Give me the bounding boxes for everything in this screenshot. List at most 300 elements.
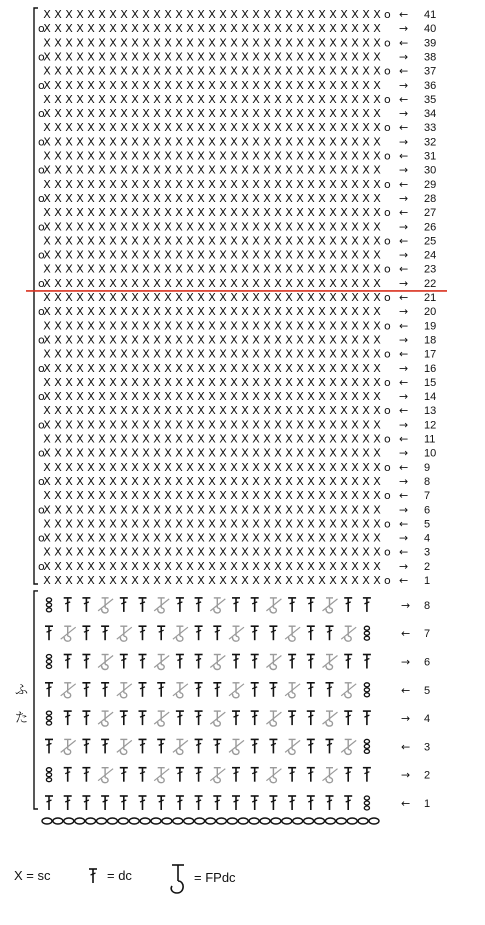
sc-stitch: X [153, 404, 161, 418]
sc-stitch: X [54, 50, 62, 64]
sc-stitch: X [54, 206, 62, 220]
chain-mark: o [384, 375, 391, 389]
sc-stitch: X [87, 291, 95, 304]
sc-stitch: X [274, 36, 282, 50]
sc-stitch: X [120, 559, 128, 573]
sc-stitch: X [340, 291, 348, 304]
dc-stitch [363, 598, 371, 612]
sc-stitch: X [296, 574, 304, 587]
sc-stitch: X [208, 191, 216, 205]
sc-stitch: X [373, 234, 381, 248]
sc-stitch: X [208, 432, 216, 446]
chain-stitch [238, 818, 248, 824]
sc-stitch: X [87, 248, 95, 262]
sc-stitch: X [43, 291, 51, 304]
dc-stitch [120, 711, 128, 725]
sc-stitch: X [131, 78, 139, 92]
sc-stitch: X [318, 404, 326, 418]
sc-stitch: X [186, 489, 194, 503]
dc-stitch [101, 739, 109, 753]
sc-stitch: X [43, 135, 51, 149]
body-row [43, 65, 391, 78]
sc-stitch: X [197, 375, 205, 389]
sc-stitch: X [87, 347, 95, 361]
sc-stitch: X [186, 8, 194, 21]
sc-stitch: X [43, 107, 51, 121]
left-arrow-icon: ← [399, 92, 409, 106]
sc-stitch: X [307, 149, 315, 163]
sc-stitch: X [175, 361, 183, 375]
row-number: 3 [424, 741, 431, 754]
sc-stitch: X [120, 418, 128, 432]
chain-stitch [315, 818, 325, 824]
sc-stitch: X [351, 574, 359, 587]
sc-stitch: X [109, 333, 117, 347]
body-row [38, 560, 381, 573]
sc-stitch: X [65, 390, 73, 404]
sc-stitch: X [142, 503, 150, 517]
sc-stitch: X [285, 135, 293, 149]
sc-stitch: X [197, 191, 205, 205]
sc-stitch: X [307, 531, 315, 545]
sc-stitch: X [164, 220, 172, 234]
sc-stitch: X [164, 163, 172, 177]
sc-stitch: X [285, 305, 293, 319]
sc-stitch: X [351, 78, 359, 92]
chain-mark: o [384, 234, 391, 248]
sc-stitch: X [252, 64, 260, 78]
sc-stitch: X [241, 107, 249, 121]
sc-stitch: X [153, 191, 161, 205]
sc-stitch: X [87, 64, 95, 78]
chain-stitch [184, 818, 194, 824]
sc-stitch: X [329, 305, 337, 319]
dc-stitch [251, 768, 259, 782]
sc-stitch: X [230, 517, 238, 531]
row-number: 2 [424, 560, 431, 573]
sc-stitch: X [362, 574, 370, 587]
sc-stitch: X [43, 248, 51, 262]
sc-stitch: X [296, 22, 304, 36]
sc-stitch: X [219, 503, 227, 517]
sc-stitch: X [98, 347, 106, 361]
sc-stitch: X [76, 319, 84, 333]
sc-stitch: X [54, 545, 62, 559]
sc-stitch: X [230, 333, 238, 347]
sc-stitch: X [307, 248, 315, 262]
sc-stitch: X [373, 517, 381, 531]
sc-stitch: X [197, 503, 205, 517]
sc-stitch: X [208, 36, 216, 50]
sc-stitch: X [340, 432, 348, 446]
row-number: 27 [424, 207, 437, 220]
sc-stitch: X [307, 347, 315, 361]
sc-stitch: X [274, 305, 282, 319]
sc-stitch: X [219, 177, 227, 191]
sc-stitch: X [54, 121, 62, 135]
sc-stitch: X [208, 107, 216, 121]
sc-stitch: X [65, 503, 73, 517]
sc-stitch: X [164, 545, 172, 559]
sc-stitch: X [197, 36, 205, 50]
sc-stitch: X [43, 531, 51, 545]
sc-stitch: X [340, 163, 348, 177]
sc-stitch: X [219, 8, 227, 21]
sc-stitch: X [285, 460, 293, 474]
sc-stitch: X [76, 262, 84, 276]
sc-stitch: X [241, 92, 249, 106]
sc-stitch: X [87, 531, 95, 545]
sc-stitch: X [373, 220, 381, 234]
sc-stitch: X [373, 545, 381, 559]
sc-stitch: X [164, 361, 172, 375]
sc-stitch: X [164, 206, 172, 220]
left-arrow-icon: ← [399, 121, 409, 135]
sc-stitch: X [164, 305, 172, 319]
sc-stitch: X [87, 234, 95, 248]
sc-stitch: X [351, 559, 359, 573]
sc-stitch: X [54, 361, 62, 375]
sc-stitch: X [230, 418, 238, 432]
dc-stitch [326, 739, 334, 753]
sc-stitch: X [263, 92, 271, 106]
sc-stitch: X [65, 446, 73, 460]
sc-stitch: X [373, 163, 381, 177]
sc-stitch: X [340, 333, 348, 347]
sc-stitch: X [252, 262, 260, 276]
chain-mark: o [384, 121, 391, 135]
sc-stitch: X [252, 121, 260, 135]
body-row [43, 36, 391, 49]
sc-stitch: X [296, 92, 304, 106]
sc-stitch: X [318, 545, 326, 559]
sc-stitch: X [351, 446, 359, 460]
sc-stitch: X [186, 291, 194, 304]
sc-stitch: X [65, 177, 73, 191]
sc-stitch: X [43, 64, 51, 78]
sc-stitch: X [263, 78, 271, 92]
sc-stitch: X [131, 177, 139, 191]
sc-stitch: X [340, 191, 348, 205]
sc-stitch: X [285, 574, 293, 587]
sc-stitch: X [164, 559, 172, 573]
sc-stitch: X [351, 177, 359, 191]
sc-stitch: X [142, 489, 150, 503]
dc-stitch [195, 739, 203, 753]
sc-stitch: X [197, 531, 205, 545]
sc-stitch: X [54, 64, 62, 78]
sc-stitch: X [98, 460, 106, 474]
sc-stitch: X [351, 432, 359, 446]
sc-stitch: X [65, 248, 73, 262]
sc-stitch: X [43, 390, 51, 404]
sc-stitch: X [186, 517, 194, 531]
sc-stitch: X [351, 333, 359, 347]
sc-stitch: X [329, 50, 337, 64]
dc-stitch [139, 768, 147, 782]
chain-mark: o [384, 347, 391, 361]
dc-stitch [139, 598, 147, 612]
sc-stitch: X [87, 319, 95, 333]
body-row [38, 249, 381, 262]
sc-stitch: X [351, 220, 359, 234]
sc-stitch: X [76, 107, 84, 121]
row-number: 36 [424, 79, 437, 92]
sc-stitch: X [252, 305, 260, 319]
row-number: 17 [424, 348, 437, 361]
row-number: 1 [424, 798, 431, 810]
sc-stitch: X [87, 36, 95, 50]
sc-stitch: X [109, 50, 117, 64]
sc-stitch: X [274, 191, 282, 205]
sc-stitch: X [373, 262, 381, 276]
sc-stitch: X [153, 206, 161, 220]
lid-label-char: た [15, 711, 29, 726]
sc-stitch: X [65, 206, 73, 220]
sc-stitch: X [142, 262, 150, 276]
sc-stitch: X [98, 50, 106, 64]
left-arrow-icon: ← [401, 740, 411, 754]
sc-stitch: X [219, 50, 227, 64]
row-number: 7 [424, 628, 431, 641]
sc-stitch: X [142, 121, 150, 135]
sc-stitch: X [43, 559, 51, 573]
row-number: 25 [424, 235, 437, 248]
sc-stitch: X [362, 135, 370, 149]
sc-stitch: X [241, 319, 249, 333]
sc-stitch: X [142, 545, 150, 559]
sc-stitch: X [241, 574, 249, 587]
sc-stitch: X [43, 22, 51, 36]
sc-stitch: X [65, 8, 73, 21]
sc-stitch: X [285, 121, 293, 135]
sc-stitch: X [263, 177, 271, 191]
sc-stitch: X [153, 248, 161, 262]
sc-stitch: X [87, 545, 95, 559]
sc-stitch: X [65, 36, 73, 50]
sc-stitch: X [219, 92, 227, 106]
dc-stitch [45, 739, 53, 753]
sc-stitch: X [175, 489, 183, 503]
sc-stitch: X [362, 375, 370, 389]
body-row [38, 503, 381, 516]
sc-stitch: X [373, 64, 381, 78]
sc-stitch: X [362, 305, 370, 319]
dc-stitch [326, 796, 334, 810]
sc-stitch: X [43, 121, 51, 135]
sc-stitch: X [65, 64, 73, 78]
sc-stitch: X [65, 333, 73, 347]
sc-stitch: X [241, 375, 249, 389]
sc-stitch: X [318, 361, 326, 375]
sc-stitch: X [373, 191, 381, 205]
sc-stitch: X [296, 347, 304, 361]
sc-stitch: X [197, 220, 205, 234]
sc-stitch: X [318, 220, 326, 234]
dc-stitch [157, 683, 165, 697]
chain-stitch [369, 818, 379, 824]
sc-stitch: X [263, 305, 271, 319]
dc-stitch [64, 655, 72, 669]
sc-stitch: X [43, 474, 51, 488]
chain-stitch [206, 818, 216, 824]
sc-stitch: X [65, 361, 73, 375]
sc-stitch: X [43, 361, 51, 375]
sc-stitch: X [285, 347, 293, 361]
sc-stitch: X [54, 404, 62, 418]
sc-stitch: X [197, 206, 205, 220]
sc-stitch: X [54, 149, 62, 163]
sc-stitch: X [197, 149, 205, 163]
sc-stitch: X [285, 8, 293, 21]
sc-stitch: X [120, 545, 128, 559]
sc-stitch: X [307, 92, 315, 106]
row-number: 38 [424, 51, 437, 64]
dc-stitch [307, 768, 315, 782]
sc-stitch: X [142, 149, 150, 163]
sc-stitch: X [351, 135, 359, 149]
sc-stitch: X [131, 163, 139, 177]
sc-stitch: X [252, 531, 260, 545]
sc-stitch: X [362, 64, 370, 78]
sc-stitch: X [142, 50, 150, 64]
dc-stitch [157, 739, 165, 753]
sc-stitch: X [186, 22, 194, 36]
sc-stitch: X [329, 418, 337, 432]
sc-stitch: X [373, 361, 381, 375]
sc-stitch: X [98, 276, 106, 290]
sc-stitch: X [285, 22, 293, 36]
sc-stitch: X [109, 291, 117, 304]
sc-stitch: X [65, 191, 73, 205]
sc-stitch: X [219, 489, 227, 503]
sc-stitch: X [109, 361, 117, 375]
sc-stitch: X [164, 531, 172, 545]
sc-stitch: X [175, 446, 183, 460]
sc-stitch: X [76, 333, 84, 347]
sc-stitch: X [340, 390, 348, 404]
sc-stitch: X [54, 446, 62, 460]
sc-stitch: X [285, 432, 293, 446]
sc-stitch: X [340, 574, 348, 587]
sc-stitch: X [43, 206, 51, 220]
sc-stitch: X [164, 149, 172, 163]
sc-stitch: X [87, 390, 95, 404]
sc-stitch: X [87, 333, 95, 347]
sc-stitch: X [219, 149, 227, 163]
sc-stitch: X [142, 390, 150, 404]
sc-stitch: X [241, 404, 249, 418]
chain-mark: o [384, 149, 391, 163]
row-number: 40 [424, 23, 437, 36]
sc-stitch: X [219, 206, 227, 220]
sc-stitch: X [285, 404, 293, 418]
sc-stitch: X [307, 333, 315, 347]
sc-stitch: X [362, 432, 370, 446]
sc-stitch: X [329, 545, 337, 559]
sc-stitch: X [87, 206, 95, 220]
sc-stitch: X [318, 276, 326, 290]
sc-stitch: X [164, 276, 172, 290]
sc-stitch: X [219, 191, 227, 205]
sc-stitch: X [362, 78, 370, 92]
row-number: 8 [424, 599, 431, 612]
sc-stitch: X [98, 121, 106, 135]
sc-stitch: X [164, 177, 172, 191]
sc-stitch: X [274, 574, 282, 587]
row-number: 24 [424, 249, 437, 262]
sc-stitch: X [175, 191, 183, 205]
sc-stitch: X [76, 361, 84, 375]
sc-stitch: X [87, 460, 95, 474]
sc-stitch: X [329, 220, 337, 234]
sc-stitch: X [65, 50, 73, 64]
sc-stitch: X [318, 375, 326, 389]
dc-stitch [139, 796, 147, 810]
sc-stitch: X [241, 22, 249, 36]
sc-stitch: X [186, 78, 194, 92]
legend-dc: = dc [107, 868, 132, 883]
sc-stitch: X [153, 432, 161, 446]
sc-stitch: X [329, 333, 337, 347]
sc-stitch: X [340, 276, 348, 290]
sc-stitch: X [263, 262, 271, 276]
sc-stitch: X [153, 517, 161, 531]
sc-stitch: X [131, 22, 139, 36]
right-arrow-icon: → [399, 78, 409, 92]
sc-stitch: X [65, 220, 73, 234]
sc-stitch: X [120, 36, 128, 50]
sc-stitch: X [307, 446, 315, 460]
sc-stitch: X [362, 291, 370, 304]
sc-stitch: X [307, 220, 315, 234]
sc-stitch: X [252, 375, 260, 389]
sc-stitch: X [98, 220, 106, 234]
chain-mark: o [384, 92, 391, 106]
sc-stitch: X [98, 559, 106, 573]
sc-stitch: X [54, 248, 62, 262]
sc-stitch: X [98, 390, 106, 404]
sc-stitch: X [153, 361, 161, 375]
sc-stitch: X [197, 418, 205, 432]
sc-stitch: X [252, 347, 260, 361]
sc-stitch: X [351, 319, 359, 333]
sc-stitch: X [340, 404, 348, 418]
row-number: 31 [424, 150, 437, 163]
sc-stitch: X [131, 432, 139, 446]
sc-stitch: X [230, 503, 238, 517]
sc-stitch: X [329, 503, 337, 517]
sc-stitch: X [285, 531, 293, 545]
sc-stitch: X [109, 121, 117, 135]
sc-stitch: X [109, 460, 117, 474]
sc-stitch: X [252, 8, 260, 21]
sc-stitch: X [208, 8, 216, 21]
sc-stitch: X [43, 446, 51, 460]
sc-stitch: X [296, 474, 304, 488]
dc-stitch [251, 598, 259, 612]
sc-stitch: X [76, 446, 84, 460]
sc-stitch: X [76, 545, 84, 559]
sc-stitch: X [87, 92, 95, 106]
sc-stitch: X [109, 446, 117, 460]
sc-stitch: X [43, 545, 51, 559]
sc-stitch: X [208, 390, 216, 404]
sc-stitch: X [219, 474, 227, 488]
sc-stitch: X [296, 319, 304, 333]
sc-stitch: X [131, 545, 139, 559]
sc-stitch: X [186, 545, 194, 559]
